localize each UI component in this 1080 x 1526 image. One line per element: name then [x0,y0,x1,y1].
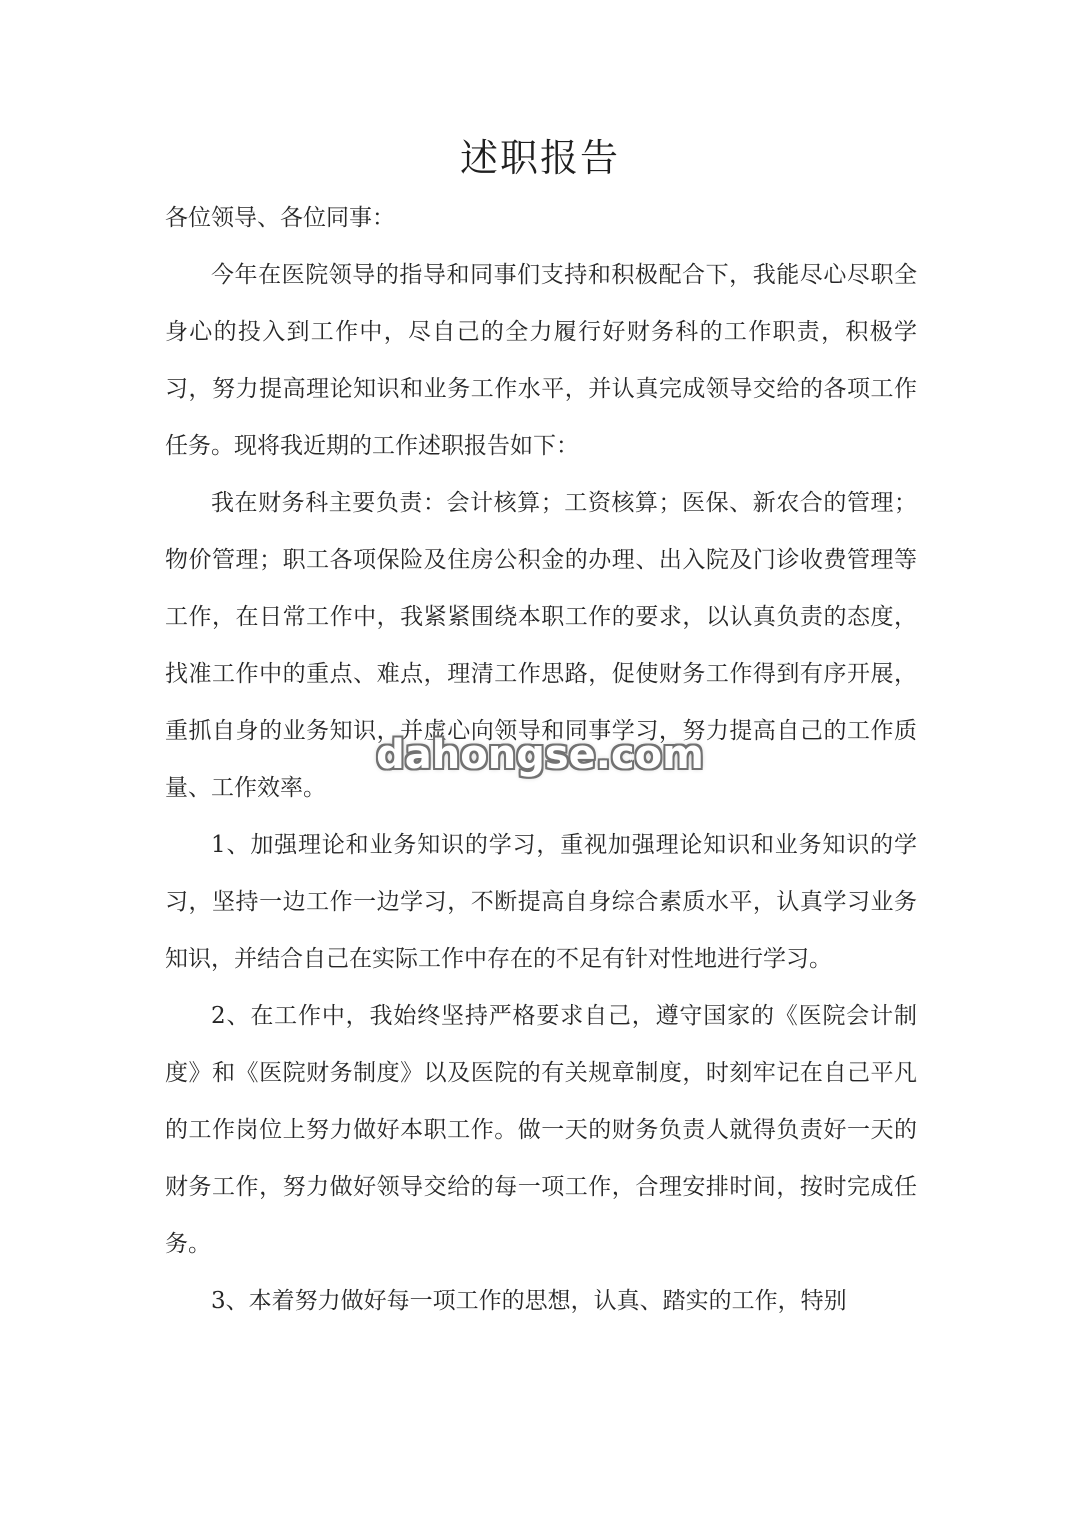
paragraph-item-2: 2、在工作中，我始终坚持严格要求自己，遵守国家的《医院会计制度》和《医院财务制度》以及医院的有关规章制度，时刻牢记在自己平凡的工作岗位上努力做好本职工作。做一天的财务负责人就得负责好一天的财务工作，努力做好领导交给的每一项工作，合理安排时间，按时完成任务。 [165,1003,917,1257]
paragraph-item-3: 3、本着努力做好每一项工作的思想，认真、踏实的工作，特别 [211,1288,847,1314]
page-title: 述职报告 [459,136,620,180]
paragraph-duties: 我在财务科主要负责：会计核算；工资核算；医保、新农合的管理；物价管理；职工各项保险及住房公积金的办理、出入院及门诊收费管理等工作，在日常工作中，我紧紧围绕本职工作的要求，以认真负责的态度，找准工作中的重点、难点，理清工作思路，促使财务工作得到有序开展，重抓自身的业务知识，并虚心向领导和同事学习，努力提高自己的工作质量、工作效率。 [165,490,917,801]
paragraph-intro: 今年在医院领导的指导和同事们支持和积极配合下，我能尽心尽职全身心的投入到工作中，尽自己的全力履行好财务科的工作职责，积极学习，努力提高理论知识和业务工作水平，并认真完成领导交给的各项工作任务。现将我近期的工作述职报告如下： [165,262,917,459]
document-body [165,190,917,1330]
greeting-line: 各位领导、各位同事： [165,205,395,231]
site-watermark: dahongse.com [376,732,704,778]
paragraph-item-1: 1、加强理论和业务知识的学习，重视加强理论知识和业务知识的学习，坚持一边工作一边学习，不断提高自身综合素质水平，认真学习业务知识，并结合自己在实际工作中存在的不足有针对性地进行学习。 [165,832,917,972]
